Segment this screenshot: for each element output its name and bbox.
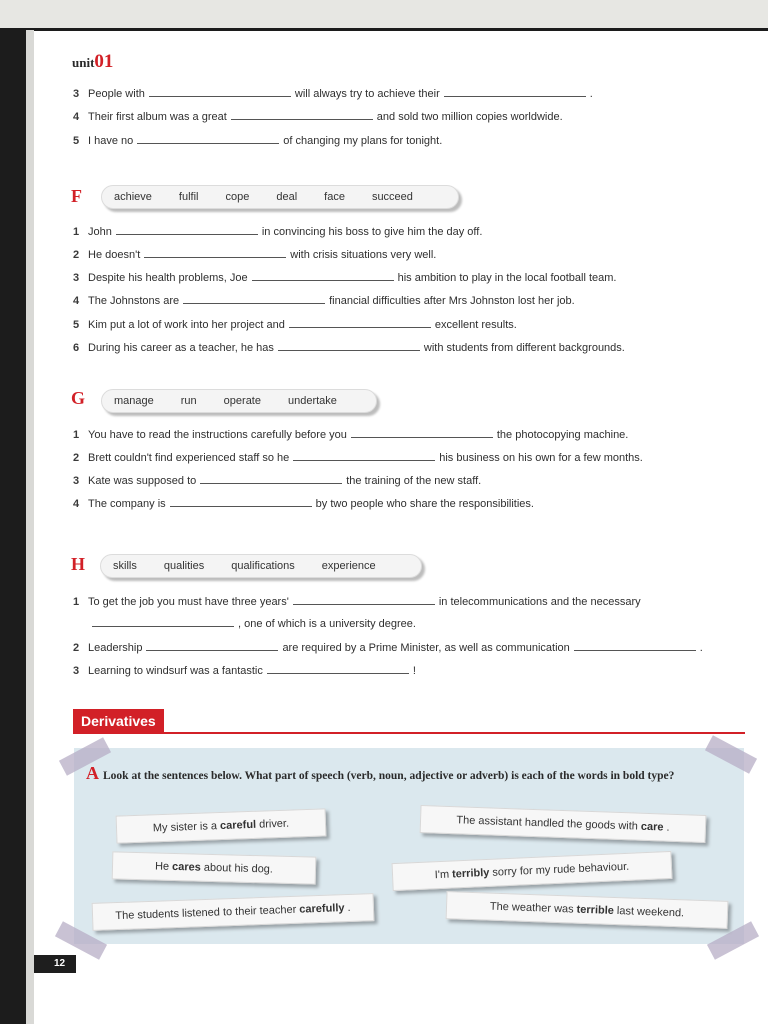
answer-blank[interactable] <box>144 247 286 258</box>
exercise-item: 5 I have no of changing my plans for tonight. <box>73 135 443 147</box>
answer-blank[interactable] <box>231 109 373 120</box>
answer-blank[interactable] <box>574 640 696 651</box>
exercise-item: 3 Learning to windsurf was a fantastic ! <box>73 665 416 677</box>
word-option: run <box>180 395 197 407</box>
word-option: succeed <box>371 191 413 203</box>
exercise-item-continued: , one of which is a university degree. <box>88 616 416 630</box>
exercise-item: 3 People with will always try to achieve their . <box>73 88 593 100</box>
sentence-card: The weather was terrible last weekend. <box>446 891 729 929</box>
exercise-item: 1 John in convincing his boss to give him the day off. <box>73 226 483 238</box>
instruction-a <box>86 764 736 786</box>
word-box-h <box>100 554 422 578</box>
exercise-item: 4 Their first album was a great and sold two million copies worldwide. <box>73 111 563 123</box>
word-option: operate <box>223 395 261 407</box>
sentence-card: The assistant handled the goods with care . <box>420 805 707 843</box>
answer-blank[interactable] <box>293 450 435 461</box>
answer-blank[interactable] <box>252 270 394 281</box>
answer-blank[interactable] <box>183 293 325 304</box>
sentence-card: He cares about his dog. <box>112 851 317 884</box>
section-letter-f: F <box>71 186 82 206</box>
unit-heading <box>72 51 113 73</box>
exercise-item: 4 The company is by two people who share the responsibilities. <box>73 498 534 510</box>
answer-blank[interactable] <box>278 340 420 351</box>
answer-blank[interactable] <box>351 427 493 438</box>
word-box-f <box>101 185 459 209</box>
exercise-item: 2 He doesn't with crisis situations very well. <box>73 249 437 261</box>
answer-blank[interactable] <box>444 86 586 97</box>
answer-blank[interactable] <box>92 616 234 627</box>
exercise-item: 1 To get the job you must have three years' in telecommunications and the necessary <box>73 596 641 608</box>
exercise-item: 5 Kim put a lot of work into her project and excellent results. <box>73 319 517 331</box>
exercise-item: 6 During his career as a teacher, he has with students from different backgrounds. <box>73 342 625 354</box>
exercise-item: 3 Kate was supposed to the training of the new staff. <box>73 475 482 487</box>
answer-blank[interactable] <box>116 224 258 235</box>
derivatives-heading: Derivatives <box>73 709 164 733</box>
word-option: achieve <box>114 191 152 203</box>
page-gutter <box>26 30 34 1024</box>
instruction-text: Look at the sentences below. What part of speech (verb, noun, adjective or adverb) is each of the words in bold type? <box>103 770 675 782</box>
scan-top-margin <box>0 0 768 30</box>
word-option: undertake <box>287 395 337 407</box>
sentence-card: I'm terribly sorry for my rude behaviour. <box>392 851 673 891</box>
exercise-item: 1 You have to read the instructions carefully before you the photocopying machine. <box>73 429 629 441</box>
word-option: experience <box>321 560 376 572</box>
word-box-g <box>101 389 377 413</box>
word-option: fulfil <box>178 191 199 203</box>
word-option: qualities <box>163 560 205 572</box>
word-option: deal <box>276 191 298 203</box>
word-option: skills <box>113 560 137 572</box>
sentence-card: My sister is a careful driver. <box>116 808 327 843</box>
answer-blank[interactable] <box>267 663 409 674</box>
section-letter-g: G <box>71 388 86 408</box>
answer-blank[interactable] <box>200 473 342 484</box>
exercise-item: 4 The Johnstons are financial difficulties after Mrs Johnston lost her job. <box>73 295 575 307</box>
exercise-item: 2 Leadership are required by a Prime Minister, as well as communication . <box>73 642 703 654</box>
exercise-item: 2 Brett couldn't find experienced staff so he his business on his own for a few months. <box>73 452 643 464</box>
page-number: 12 <box>34 955 76 973</box>
exercise-item: 3 Despite his health problems, Joe his ambition to play in the local football team. <box>73 272 617 284</box>
answer-blank[interactable] <box>293 594 435 605</box>
answer-blank[interactable] <box>149 86 291 97</box>
sentence-card: The students listened to their teacher carefully . <box>92 893 375 931</box>
word-option: qualifications <box>231 560 295 572</box>
answer-blank[interactable] <box>146 640 278 651</box>
word-option: face <box>324 191 345 203</box>
scan-left-edge <box>0 30 26 1024</box>
instruction-letter: A <box>86 763 99 783</box>
unit-prefix: unit <box>72 55 95 70</box>
heading-rule <box>73 732 745 734</box>
answer-blank[interactable] <box>137 133 279 144</box>
word-option: cope <box>225 191 250 203</box>
answer-blank[interactable] <box>170 496 312 507</box>
answer-blank[interactable] <box>289 317 431 328</box>
word-option: manage <box>114 395 154 407</box>
section-letter-h: H <box>71 554 86 574</box>
unit-number: 01 <box>94 51 114 72</box>
